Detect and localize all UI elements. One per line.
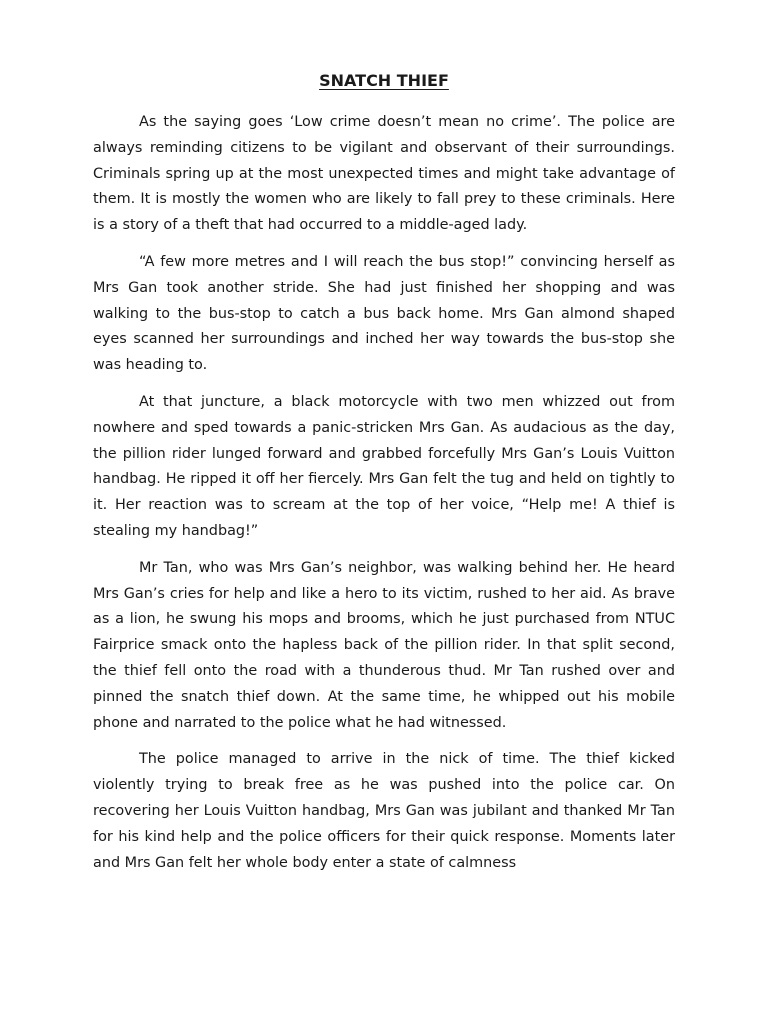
document-body [93,110,675,887]
paragraph-2: “A few more metres and I will reach the bus stop!” convincing herself as Mrs Gan took another stride. She had just finished her shopping and was walking to the bus-stop to catch a bus back home. Mrs Gan almond shaped eyes scanned her surroundings and inched her way towards the bus-stop she was heading to. [93,253,675,374]
document-title: SNATCH THIEF [319,71,449,90]
document-title-row [0,70,768,92]
paragraph-1: As the saying goes ‘Low crime doesn’t mean no crime’. The police are always reminding citizens to be vigilant and observant of their surroundings. Criminals spring up at the most unexpected times and might take advantage of them. It is mostly the women who are likely to fall prey to these criminals. Here is a story of a theft that had occurred to a middle-aged lady. [93,114,675,234]
paragraph-5: The police managed to arrive in the nick of time. The thief kicked violently trying to break free as he was pushed into the police car. On recovering her Louis Vuitton handbag, Mrs Gan was jubilant and thanked Mr Tan for his kind help and the police officers for their quick response. Moments later and Mrs Gan felt her whole body enter a state of calmness [93,751,675,871]
paragraph-4: Mr Tan, who was Mrs Gan’s neighbor, was walking behind her. He heard Mrs Gan’s cries for help and like a hero to its victim, rushed to her aid. As brave as a lion, he swung his mops and brooms, which he just purchased from NTUC Fairprice smack onto the hapless back of the pillion rider. In that split second, the thief fell onto the road with a thunderous thud. Mr Tan rushed over and pinned the snatch thief down. At the same time, he whipped out his mobile phone and narrated to the police what he had witnessed. [93,559,675,731]
paragraph-3: At that juncture, a black motorcycle with two men whizzed out from nowhere and sped towards a panic-stricken Mrs Gan. As audacious as the day, the pillion rider lunged forward and grabbed forcefully Mrs Gan’s Louis Vuitton handbag. He ripped it off her fiercely. Mrs Gan felt the tug and held on tightly to it. Her reaction was to scream at the top of her voice, “Help me! A thief is stealing my handbag!” [93,393,675,539]
